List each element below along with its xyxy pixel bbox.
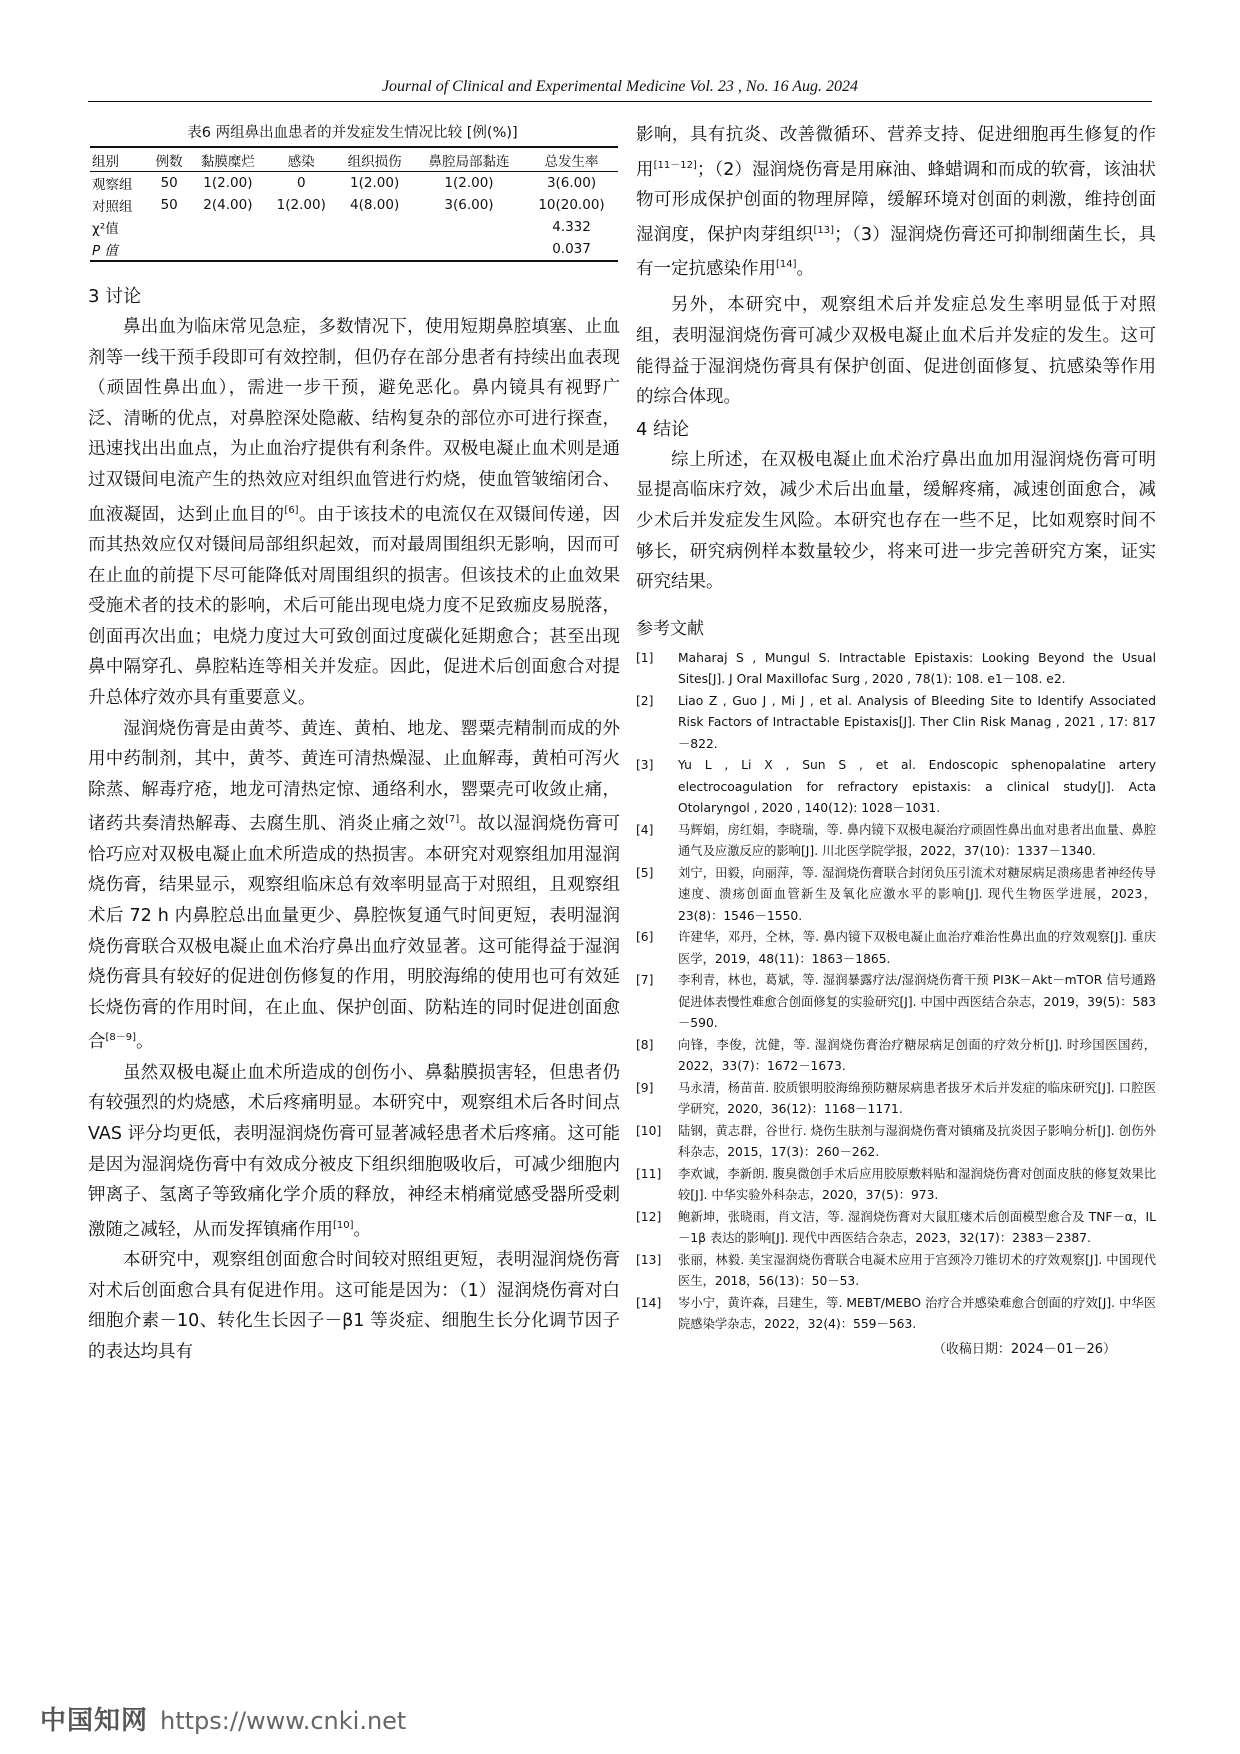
header-rule: [88, 101, 1152, 102]
table-cell: 观察组: [92, 177, 133, 193]
reference-item: [7] 李利青，林也，葛斌，等. 湿润暴露疗法/湿润烧伤膏干预 PI3K－Akt－mTOR 信号通路促进体表慢性难愈合创面修复的实验研究[J]. 中国中西医结合杂志，2019，39(5)：583－590.: [636, 973, 1156, 1031]
table-header: 总发生率: [525, 147, 618, 172]
table-cell: 1(2.00): [444, 175, 494, 191]
paragraph: 虽然双极电凝止血术所造成的创伤小、鼻黏膜损害轻，但患者仍有较强烈的灼烧感，术后疼痛明显。本研究中，观察组术后各时间点 VAS 评分均更低，表明湿润烧伤膏可显著减轻患者术后疼痛。这可能是因为湿润烧伤膏中有效成分被皮下组织细胞吸收后，可减少细胞内钾离子、氢离子等致痛化学介质的释放，神经末梢痛觉感受器所受刺激随之减轻，从而发挥镇痛作用[10]。: [88, 1062, 620, 1240]
citation: [7]: [445, 814, 460, 826]
table-header: 鼻腔局部黏连: [413, 147, 525, 172]
table-row: [90, 216, 618, 238]
paragraph: 鼻出血为临床常见急症，多数情况下，使用短期鼻腔填塞、止血剂等一线干预手段即可有效控制，但仍存在部分患者有持续出血表现（顽固性鼻出血），需进一步干预，避免恶化。鼻内镜具有视野广泛、清晰的优点，对鼻腔深处隐蔽、结构复杂的部位亦可进行探查，迅速找出出血点，为止血治疗提供有利条件。双极电凝止血术则是通过双镊间电流产生的热效应对组织血管进行灼烧，使血管皱缩闭合、血液凝固，达到止血目的[6]。由于该技术的电流仅在双镊间传递，因而其热效应仅对镊间局部组织起效，而对最周围组织无影响，因而可在止血的前提下尽可能降低对周围组织的损害。但该技术的止血效果受施术者的技术的影响，术后可能出现电烧力度不足致痂皮易脱落，创面再次出血；电烧力度过大可致创面过度碳化延期愈合；甚至出现鼻中隔穿孔、鼻腔粘连等相关并发症。因此，促进术后创面愈合对提升总体疗效亦具有重要意义。: [88, 317, 621, 708]
table-cell: 1(2.00): [203, 175, 253, 191]
reference-item: [6] 许建华，邓丹，仝林，等. 鼻内镜下双极电凝止血治疗难治性鼻出血的疗效观察[J]. 重庆医学，2019，48(11)：1863－1865.: [636, 930, 1156, 966]
reference-item: [5] 刘宁，田毅，向丽萍，等. 湿润烧伤膏联合封闭负压引流术对糖尿病足溃疡患者神经传导速度、溃疡创面血管新生及氧化应激水平的影响[J]. 现代生物医学进展，2023，23(8)：1546－1550.: [636, 865, 1156, 923]
cnki-logo-text: 中国知网: [40, 1706, 149, 1736]
table-header: 组别: [90, 147, 149, 172]
reference-item: [13] 张丽，林毅. 美宝湿润烧伤膏联合电凝术应用于宫颈冷刀锥切术的疗效观察[J]. 中国现代医生，2018，56(13)：50－53.: [636, 1252, 1156, 1289]
reference-item: [3] Yu L , Li X , Sun S , et al. Endoscopic sphenopalatine artery electrocoagulation for refractory epistaxis: a clinical study[J]. Acta Otolaryngol , 2020 , 140(12): 1028－1031.: [636, 758, 1156, 816]
cnki-url[interactable]: https://www.cnki.net: [160, 1707, 407, 1735]
paragraph: 影响，具有抗炎、改善微循环、营养支持、促进细胞再生修复的作用[11－12]；（2）湿润烧伤膏是用麻油、蜂蜡调和而成的软膏，该油状物可形成保护创面的物理屏障，缓解环境对创面的刺激，维持创面湿润度，保护肉芽组织[13]；（3）湿润烧伤膏还可抑制细菌生长，具有一定抗感染作用[14]。: [636, 125, 1157, 279]
running-head: Journal of Clinical and Experimental Medicine Vol. 23 , No. 16 Aug. 2024: [381, 78, 859, 95]
table-cell: 4(8.00): [350, 197, 400, 213]
reference-item: [2] Liao Z , Guo J , Mi J , et al. Analysis of Bleeding Site to Identify Associated Risk Factors of Intractable Epistaxis[J]. Ther Clin Risk Manag , 2021 , 17: 817－822.: [636, 693, 1156, 751]
table-row: [90, 238, 618, 261]
chi-value: 4.332: [552, 219, 591, 235]
right-column: [636, 120, 1156, 1357]
paragraph: 综上所述，在双极电凝止血术治疗鼻出血加用湿润烧伤膏可明显提高临床疗效，减少术后出血量，缓解疼痛，减速创面愈合，减少术后并发症发生风险。本研究也存在一些不足，比如观察时间不够长，研究病例样本数量较少，将来可进一步完善研究方案，证实研究结果。: [636, 449, 1156, 593]
section-heading: 4 结论: [636, 418, 690, 440]
complications-table: [90, 146, 618, 262]
reference-item: [12] 鲍新坤，张晓雨，肖文洁，等. 湿润烧伤膏对大鼠肛瘘术后创面模型愈合及 TNF－α，IL－1β 表达的影响[J]. 现代中西医结合杂志，2023，32(17)：2383－2387.: [636, 1209, 1156, 1246]
p-value: 0.037: [525, 238, 618, 261]
reference-item: [9] 马永清，杨苗苗. 胶质银明胶海绵预防糖尿病患者拔牙术后并发症的临床研究[J]. 口腔医学研究，2020，36(12)：1168－1171.: [636, 1080, 1156, 1117]
reference-item: [4] 马辉娟，房红娟，李晓瑞，等. 鼻内镜下双极电凝治疗顽固性鼻出血对患者出血量、鼻腔通气及应激反应的影响[J]. 川北医学院学报，2022，37(10)：1337－1340.: [636, 822, 1156, 859]
table-header: 例数: [149, 147, 190, 172]
citation: [11－12]: [653, 159, 697, 171]
reference-item: [1] Maharaj S , Mungul S. Intractable Epistaxis: Looking Beyond the Usual Sites[J]. J Oral Maxillofac Surg , 2020 , 78(1): 108. e1－108. e2.: [636, 650, 1156, 687]
table-cell: 50: [160, 175, 178, 191]
table-row: [90, 194, 618, 216]
table-row: [90, 172, 618, 195]
reference-item: [8] 向锋，李俊，沈健，等. 湿润烧伤膏治疗糖尿病足创面的疗效分析[J]. 时珍国医国药，2022，33(7)：1672－1673.: [636, 1037, 1156, 1074]
reference-item: [10] 陆钢，黄志群，谷世行. 烧伤生肤剂与湿润烧伤膏对镇痛及抗炎因子影响分析[J]. 创伤外科杂志，2015，17(3)：260－262.: [636, 1123, 1156, 1160]
citation: [13]: [813, 224, 835, 236]
table-cell: 50: [160, 197, 178, 213]
table-cell: 0: [296, 175, 306, 191]
reference-item: [11] 李欢诚，李新朗. 腹臭微创手术后应用胶原敷料贴和湿润烧伤膏对创面皮肤的修复效果比较[J]. 中华实验外科杂志，2020，37(5)：973.: [636, 1166, 1156, 1203]
cnki-watermark: [40, 1700, 406, 1737]
paragraph: 本研究中，观察组创面愈合时间较对照组更短，表明湿润烧伤膏对术后创面愈合具有促进作用。这可能是因为：（1）湿润烧伤膏对白细胞介素－10、转化生长因子－β1 等炎症、细胞生长分化调节因子的表达均具有: [88, 1250, 620, 1362]
reference-list: [636, 648, 1156, 1336]
left-column: [88, 282, 620, 1368]
table-cell: 1(2.00): [350, 175, 400, 191]
citation: [8－9]: [105, 1032, 137, 1044]
section-heading: 3 讨论: [88, 286, 142, 307]
references-title: 参考文献: [636, 618, 704, 639]
table-cell: 1(2.00): [276, 197, 326, 213]
reference-item: [14] 岑小宁，黄许森，吕建生，等. MEBT/MEBO 治疗合并感染难愈合创面的疗效[J]. 中华医院感染学杂志，2022，32(4)：559－563.: [636, 1295, 1156, 1332]
table-header: 黏膜糜烂: [190, 147, 267, 172]
table-cell: 10(20.00): [538, 197, 605, 213]
table-header: 组织损伤: [336, 147, 413, 172]
citation: [6]: [284, 504, 299, 516]
table-header: 感染: [266, 147, 336, 172]
table-cell: 对照组: [92, 199, 133, 215]
citation: [14]: [776, 259, 797, 271]
table-cell: 3(6.00): [546, 175, 597, 191]
paragraph: 湿润烧伤膏是由黄芩、黄连、黄柏、地龙、罂粟壳精制而成的外用中药制剂，其中，黄芩、黄连可清热燥湿、止血解毒，黄柏可泻火除蒸、解毒疗疮，地龙可清热定惊、通络利水，罂粟壳可收敛止痛，诸药共奏清热解毒、去腐生肌、消炎止痛之效[7]。故以湿润烧伤膏可恰巧应对双极电凝止血术所造成的热损害。本研究对观察组加用湿润烧伤膏，结果显示，观察组临床总有效率明显高于对照组，且观察组术后 72 h 内鼻腔总出血量更少、鼻腔恢复通气时间更短，表明湿润烧伤膏联合双极电凝止血术治疗鼻出血疗效显著。这可能得益于湿润烧伤膏具有较好的促进创伤修复的作用，明胶海绵的使用也可有效延长烧伤膏的作用时间，在止血、保护创面、防粘连的同时促进创面愈合[8－9]。: [88, 718, 621, 1053]
table-cell: 3(6.00): [444, 197, 494, 213]
received-date: （收稿日期：2024－01－26）: [932, 1341, 1116, 1357]
paragraph: 另外，本研究中，观察组术后并发症总发生率明显低于对照组，表明湿润烧伤膏可减少双极电凝止血术后并发症的发生。这可能得益于湿润烧伤膏具有保护创面、促进创面修复、抗感染等作用的综合体现。: [636, 295, 1156, 408]
table-cell: 2(4.00): [203, 197, 253, 213]
p-label: P 值: [90, 238, 149, 261]
citation: [10]: [333, 1219, 354, 1231]
chi-label: χ²值: [92, 221, 119, 237]
table-caption: 表6 两组鼻出血患者的并发症发生情况比较 [例(%)]: [187, 125, 518, 141]
